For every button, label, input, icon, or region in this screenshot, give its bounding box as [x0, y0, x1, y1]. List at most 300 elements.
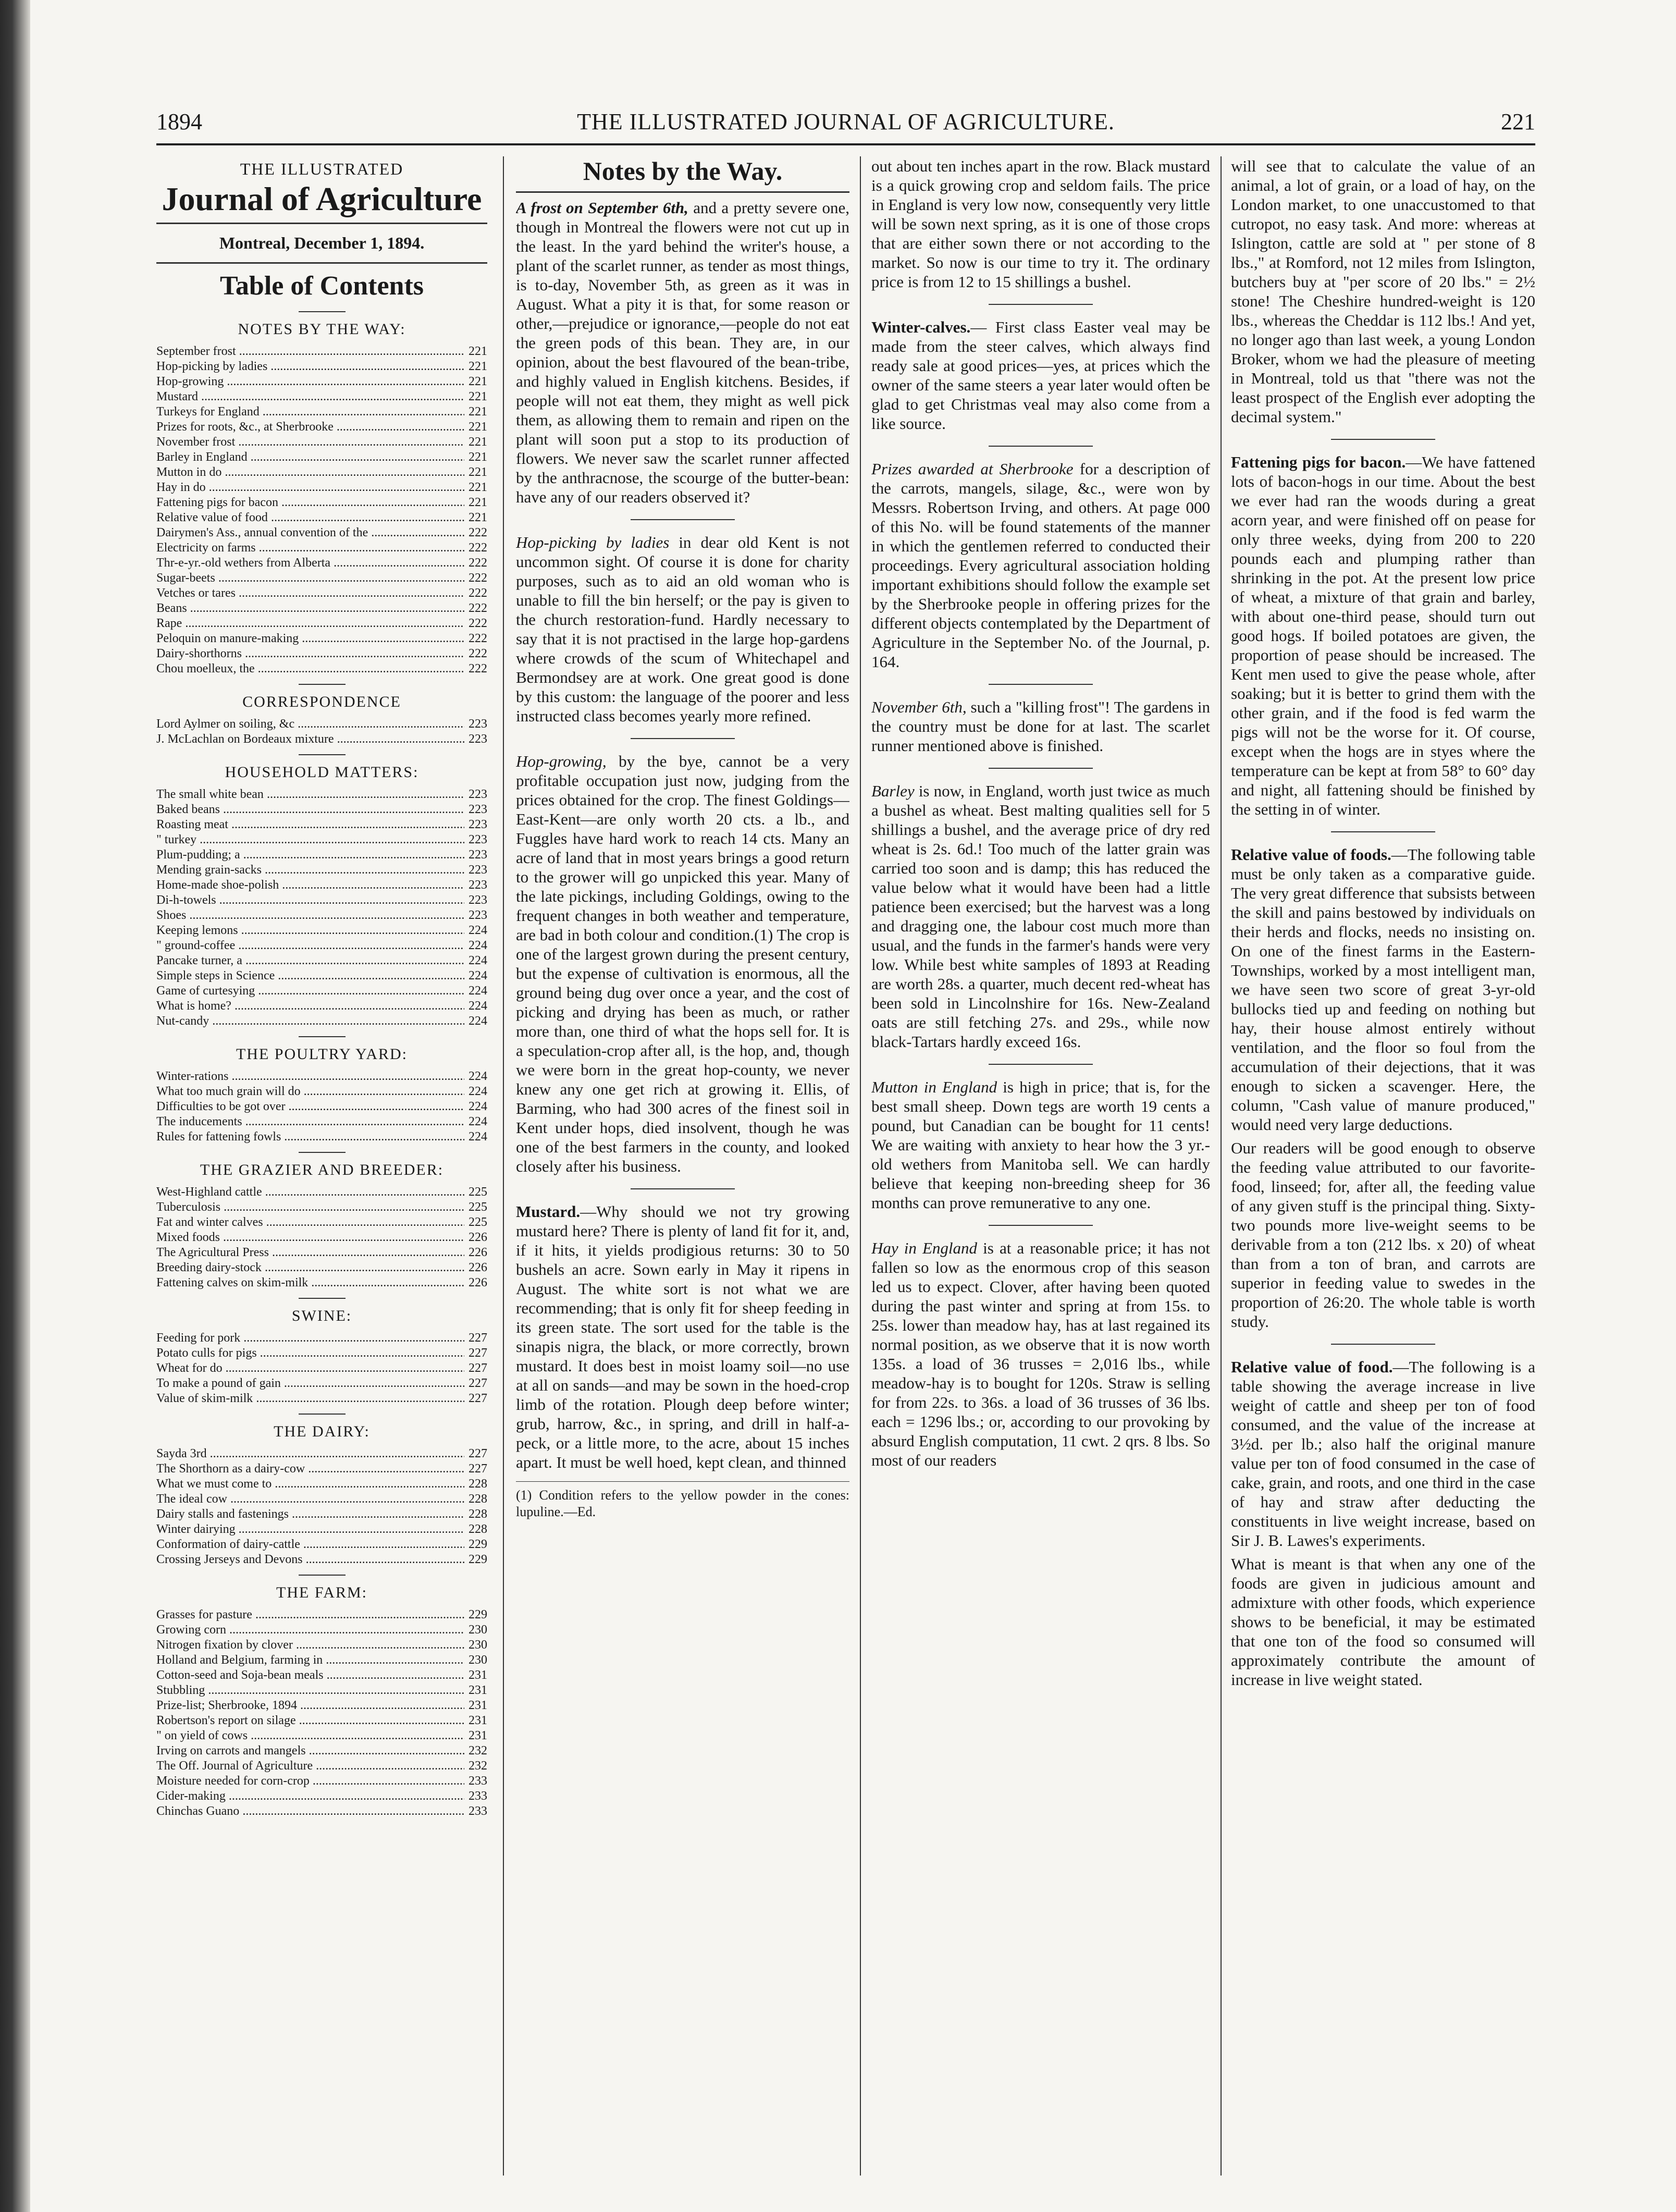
article-paragraph: [871, 1077, 1210, 1212]
toc-entry-title: Potato culls for pigs .....: [156, 1346, 464, 1361]
toc-entry-title: Hop-picking by ladies .....: [156, 359, 464, 374]
article-lead: Relative value of foods.: [1231, 845, 1391, 864]
toc-entry-page: 223: [469, 908, 487, 922]
toc-entry: [156, 571, 487, 586]
toc-entry-page: 222: [469, 662, 487, 675]
toc-entry-page: 223: [469, 878, 487, 892]
toc-entry: [156, 1391, 487, 1406]
toc-entry-title: Sugar-beets .....: [156, 571, 464, 586]
toc-entry-title: Breeding dairy-stock .....: [156, 1260, 464, 1275]
toc-entry-page: 224: [469, 924, 487, 937]
toc-entry-page: 222: [469, 526, 487, 539]
toc-entry-title: To make a pound of gain .....: [156, 1376, 464, 1391]
toc-entry-page: 222: [469, 632, 487, 645]
toc-entry: [156, 1728, 487, 1743]
notes-column-1: [516, 156, 849, 2176]
toc-entry-page: 231: [469, 1668, 487, 1682]
toc-entry-title: Cotton-seed and Soja-bean meals .....: [156, 1668, 464, 1683]
toc-section-heading: NOTES BY THE WAY:: [238, 321, 406, 338]
toc-entry-page: 229: [469, 1538, 487, 1551]
divider: [299, 1036, 346, 1037]
toc-entry-title: Holland and Belgium, farming in .....: [156, 1653, 464, 1668]
toc-entry-page: 227: [469, 1331, 487, 1345]
toc-entry: [156, 1638, 487, 1653]
toc-entry: [156, 1492, 487, 1507]
toc-entry-title: Chinchas Guano .....: [156, 1804, 464, 1819]
toc-entry-page: 221: [469, 420, 487, 434]
toc-entry: [156, 1361, 487, 1376]
toc-entry: [156, 863, 487, 878]
article-paragraph: [871, 781, 1210, 1051]
toc-entry: [156, 420, 487, 435]
toc-entry-title: Winter-rations .....: [156, 1069, 464, 1084]
toc-entry-page: 227: [469, 1392, 487, 1405]
toc-entry-title: Vetches or tares .....: [156, 586, 464, 601]
toc-entry-page: 224: [469, 999, 487, 1013]
toc-entry-page: 223: [469, 848, 487, 862]
toc-entry: [156, 802, 487, 817]
toc-entry-title: Nut-candy .....: [156, 1014, 464, 1029]
toc-entry: [156, 817, 487, 832]
toc-entry-title: Di-h-towels .....: [156, 893, 464, 908]
toc-entry-title: " turkey .....: [156, 832, 464, 847]
toc-entry: [156, 968, 487, 984]
toc-entry-page: 231: [469, 1699, 487, 1712]
toc-entry: [156, 1245, 487, 1260]
toc-entry-title: Winter dairying .....: [156, 1522, 464, 1537]
toc-entry-page: 224: [469, 1085, 487, 1098]
toc-entry-title: Electricity on farms .....: [156, 540, 464, 556]
divider: [631, 519, 735, 520]
page-header: [156, 104, 1535, 141]
toc-entry-page: 231: [469, 1729, 487, 1742]
toc-section-heading: THE POULTRY YARD:: [236, 1046, 408, 1063]
toc-entry: [156, 435, 487, 450]
toc-section-heading: SWINE:: [291, 1307, 352, 1324]
article-lead: Mutton in England: [871, 1078, 997, 1096]
toc-entry-page: 225: [469, 1215, 487, 1229]
toc-entry-title: Prizes for roots, &c., at Sherbrooke .....: [156, 420, 464, 435]
toc-entry: [156, 1774, 487, 1789]
header-year: 1894: [156, 109, 202, 134]
header-page-number: 221: [1501, 109, 1535, 134]
toc-entry: [156, 601, 487, 616]
divider: [1331, 1344, 1435, 1345]
toc-entry-title: Irving on carrots and mangels .....: [156, 1743, 464, 1759]
article-lead: Relative value of food.: [1231, 1358, 1393, 1376]
toc-entry-page: 222: [469, 586, 487, 600]
article-text: is now, in England, worth just twice as much a bushel as wheat. Best malting qualities sell for 5 shillings a bushel, and the average price of dry red wheat is 2s. 6d.! Too much of the latter grain was carried too soon and is damp; this has reduced the value below what it would have been had a little patience been exercised; but the harvest was a long and dragging one, the labour cost much more than usual, and the funds in the farmer's hands were very low. While best white samples of 1893 at Reading are worth 28s. a quarter, much decent red-wheat has been sold in Lincolnshire for 16s. New-Zealand oats are still fetching 27s. and 29s., while now black-Tartars hardly exceed 16s.: [871, 782, 1210, 1051]
article-lead: Hop-growing,: [516, 752, 607, 770]
article-lead: November 6th,: [871, 698, 967, 716]
article-paragraph: [871, 317, 1210, 433]
toc-entry: [156, 893, 487, 908]
notes-column-3: [1231, 156, 1535, 2176]
toc-entry-page: 224: [469, 1100, 487, 1113]
toc-entry: [156, 1537, 487, 1552]
toc-entry-page: 223: [469, 863, 487, 877]
toc-entry-page: 231: [469, 1714, 487, 1727]
toc-entry: [156, 480, 487, 495]
toc-entry-page: 221: [469, 435, 487, 449]
divider: [156, 223, 487, 224]
toc-entry-title: Keeping lemons .....: [156, 923, 464, 938]
toc-entry: [156, 1446, 487, 1461]
toc-entry: [156, 1114, 487, 1129]
toc-entry-title: J. McLachlan on Bordeaux mixture .....: [156, 732, 464, 747]
toc-entry-page: 226: [469, 1261, 487, 1274]
toc-section-heading: THE DAIRY:: [274, 1423, 370, 1440]
dateline: Montreal, December 1, 1894.: [219, 234, 425, 252]
toc-entry-title: The Agricultural Press .....: [156, 1245, 464, 1260]
toc-entry-page: 224: [469, 1070, 487, 1083]
toc-entry: [156, 540, 487, 556]
article-lead: Hop-picking by ladies: [516, 533, 670, 551]
toc-entry-title: Mustard .....: [156, 389, 464, 404]
toc-entry-title: Moisture needed for corn-crop .....: [156, 1774, 464, 1789]
toc-entry-title: Beans .....: [156, 601, 464, 616]
divider: [989, 446, 1093, 447]
toc-entry-page: 223: [469, 818, 487, 831]
toc-entry: [156, 1653, 487, 1668]
toc-entry-title: What too much grain will do .....: [156, 1084, 464, 1099]
toc-section-heading: CORRESPONDENCE: [242, 693, 401, 710]
toc-entry-page: 227: [469, 1346, 487, 1360]
toc-entry-page: 229: [469, 1553, 487, 1566]
toc-entry: [156, 832, 487, 847]
toc-entry: [156, 1552, 487, 1567]
toc-entry: [156, 374, 487, 389]
toc-entry-title: Dairy stalls and fastenings .....: [156, 1507, 464, 1522]
toc-entry-page: 222: [469, 647, 487, 660]
toc-entry-title: Conformation of dairy-cattle .....: [156, 1537, 464, 1552]
toc-entry: [156, 717, 487, 732]
toc-entry: [156, 1668, 487, 1683]
toc-entry: [156, 1185, 487, 1200]
toc-entry: [156, 923, 487, 938]
toc-entry-title: Grasses for pasture .....: [156, 1607, 464, 1623]
toc-entry: [156, 1623, 487, 1638]
toc-entry-title: Shoes .....: [156, 908, 464, 923]
toc-entry-page: 223: [469, 717, 487, 731]
divider: [299, 684, 346, 685]
toc-entry-page: 228: [469, 1507, 487, 1521]
toc-entry: [156, 1275, 487, 1291]
toc-entry: [156, 586, 487, 601]
notes-column-2: [871, 156, 1210, 2176]
toc-entry-page: 224: [469, 969, 487, 982]
masthead-small: THE ILLUSTRATED: [240, 159, 404, 178]
divider: [989, 1225, 1093, 1226]
toc-entry-title: Fattening pigs for bacon .....: [156, 495, 464, 510]
toc-entry-title: Baked beans .....: [156, 802, 464, 817]
toc-entry: [156, 1260, 487, 1275]
toc-entry-page: 228: [469, 1522, 487, 1536]
toc-entry-page: 231: [469, 1683, 487, 1697]
toc-entry-page: 233: [469, 1789, 487, 1803]
article-text: —The following is a table showing the average increase in live weight of cattle and sheep per ton of food consumed, and the value of the increase at 3½d. per lb.; also half the original manure value per ton of food consumed in the case of cake, grain, and roots, and one third in the case of hay and straw after deducting the constituents in live weight increase, based on Sir J. B. Lawes's experiments.: [1231, 1358, 1535, 1550]
toc-entry: [156, 953, 487, 968]
toc-entry: [156, 1084, 487, 1099]
toc-entry: [156, 1461, 487, 1477]
toc-entry: [156, 1507, 487, 1522]
toc-entry-title: Robertson's report on silage .....: [156, 1713, 464, 1728]
toc-entry-title: Rape .....: [156, 616, 464, 631]
masthead-title: Journal of Agriculture: [162, 180, 482, 217]
toc-entry-title: Value of skim-milk .....: [156, 1391, 464, 1406]
toc-entry: [156, 556, 487, 571]
toc-entry: [156, 631, 487, 646]
toc-entry-page: 228: [469, 1492, 487, 1506]
page-binding-edge: [0, 0, 30, 2212]
toc-entry: [156, 787, 487, 802]
toc-entry: [156, 616, 487, 631]
toc-entry: [156, 1099, 487, 1114]
article-text: and a pretty severe one, though in Montreal the flowers were not cut up in the least. In the yard behind the writer's house, a plant of the scarlet runner, as tender as most things, is to-day, November 5th, as green as it was in August. What a pity it is that, for some reason or other,—prejudice or ignorance,—people do not eat the green pods of this bean. They are, in our opinion, about the best flavoured of the bean-tribe, and highly valued in English kitchens. Besides, if people will not eat them, they might as well pick them, as allowing them to remain and ripen on the plant will soon put a stop to its production of flowers. We never saw the scarlet runner affected by the anthracnose, the scourge of the butter-bean: have any of our readers observed it?: [516, 199, 849, 506]
toc-entry: [156, 1683, 487, 1698]
column-rule: [1221, 156, 1222, 2176]
article-lead: Fattening pigs for bacon.: [1231, 453, 1406, 471]
toc-entry: [156, 938, 487, 953]
toc-entry-title: Hop-growing .....: [156, 374, 464, 389]
divider: [989, 304, 1093, 305]
article-text: in dear old Kent is not uncommon sight. Of course it is done for charity purposes, such as to aid an old woman who is unable to fill the bin herself; or the pay is given to the church restoration-fund. Hardly necessary to say that it is not practised in the large hop-gardens where crowds of the scum of Whitechapel and Bermondsey are at work. One great good is done by this custom: the language of the poorer and less instructed class becomes yearly more refined.: [516, 533, 849, 725]
toc-entry-page: 221: [469, 511, 487, 524]
toc-entry-title: Mixed foods .....: [156, 1230, 464, 1245]
article-lead: Hay in England: [871, 1239, 978, 1257]
toc-entry: [156, 1522, 487, 1537]
toc-entry: [156, 1789, 487, 1804]
toc-entry-page: 225: [469, 1200, 487, 1214]
toc-entry-title: Relative value of food .....: [156, 510, 464, 525]
article-paragraph: will see that to calculate the value of an animal, a lot of grain, or a load of hay, on the London market, to one unaccustomed to that cutropot, no easy task. And more: whereas at Islington, cattle are sold at " per stone of 8 lbs.," at Romford, not 12 miles from Islington, butchers buy at "per score of 20 lbs." = 2½ stone! The Cheshire hundred-weight is 120 lbs., whereas the Cheddar is 112 lbs.! And yet, no longer ago than last week, a young London Broker, whom we had the pleasure of meeting in Montreal, told us that "there was not the least prospect of the English ever adopting the decimal system.": [1231, 157, 1535, 426]
toc-entry-page: 221: [469, 481, 487, 494]
divider: [156, 262, 487, 264]
article-text: by the bye, cannot be a very profitable occupation just now, judging from the prices obtained for the crop. The finest Goldings—East-Kent—are only worth 20 cts. a lb., and Fuggles have hard work to reach 14 cts. Many an acre of land that in most years brings a good return to the grower will go unpicked this year. Many of the late pickings, including Goldings, owing to the frequent changes in both weather and temperature, are bad in both colour and condition.(1) The crop is one of the largest grown during the present century, but the expense of cultivation is enormous, all the ground being dug over once a year, and the cost of picking and drying has been as much, or rather more than, one third of what the hops sell for. It is a speculation-crop after all, is the hop, and, though we were born in the great hop-county, we never knew any one get rich at growing it. Ellis, of Barming, who had 300 acres of the finest soil in Kent under hops, died insolvent, though he was one of the best farmers in the county, and looked closely after his business.: [516, 752, 849, 1175]
column-rule: [860, 156, 861, 2176]
toc-entry-title: Pancake turner, a .....: [156, 953, 464, 968]
toc-entry-title: Turkeys for England .....: [156, 404, 464, 420]
toc-entry-page: 221: [469, 345, 487, 358]
article-paragraph: Our readers will be good enough to observe the feeding value attributed to our favorite-food, linseed; for, after all, the feeding value of any given stuff is the principal thing. Sixty-two pounds more live-weight seems to be derivable from a ton (212 lbs. x 20) of wheat than from a ton of bran, and carrots are superior in feeding value to swedes in the proportion of 26:20. The whole table is worth study.: [1231, 1139, 1535, 1331]
toc-entry: [156, 1069, 487, 1084]
toc-entry-page: 224: [469, 954, 487, 967]
article-paragraph: out about ten inches apart in the row. Black mustard is a quick growing crop and seldom fails. The price in England is very low now, consequently very little will be sown next spring, as it is one of those crops that are either sown there or not according to the market. So now is our time to try it. The ordinary price is from 12 to 15 shillings a bushel.: [871, 157, 1210, 291]
toc-entry-title: The ideal cow .....: [156, 1492, 464, 1507]
toc-entry: [156, 1014, 487, 1029]
article-text: such a "killing frost"! The gardens in the country must be done for at last. The scarlet runner mentioned above is finished.: [871, 698, 1210, 755]
divider: [989, 1064, 1093, 1065]
toc-entry-page: 221: [469, 496, 487, 509]
article-lead: Prizes awarded at Sherbrooke: [871, 460, 1074, 478]
toc-entry-page: 221: [469, 390, 487, 403]
toc-entry-page: 223: [469, 732, 487, 746]
toc-entry-page: 223: [469, 833, 487, 846]
toc-entry-page: 222: [469, 571, 487, 585]
toc-entry-title: What we must come to .....: [156, 1477, 464, 1492]
toc-entry-title: Tuberculosis .....: [156, 1200, 464, 1215]
article-paragraph: [1231, 845, 1535, 1134]
toc-entry-page: 225: [469, 1185, 487, 1199]
toc-entry-title: What is home? .....: [156, 999, 464, 1014]
divider: [989, 768, 1093, 769]
toc-entry-page: 233: [469, 1804, 487, 1818]
toc-entry-title: The small white bean .....: [156, 787, 464, 802]
divider: [631, 738, 735, 739]
toc-entry-title: Fattening calves on skim-milk .....: [156, 1275, 464, 1291]
toc-entry-page: 222: [469, 556, 487, 570]
toc-entry-page: 221: [469, 450, 487, 464]
toc-entry: [156, 495, 487, 510]
article-paragraph: [871, 459, 1210, 671]
toc-entry: [156, 1230, 487, 1245]
toc-entry-page: 226: [469, 1246, 487, 1259]
column-rule: [503, 156, 504, 2176]
toc-entry-page: 221: [469, 405, 487, 419]
toc-entry-page: 224: [469, 984, 487, 998]
toc-entry: [156, 525, 487, 540]
divider: [299, 1298, 346, 1299]
article-lead: A frost on September 6th,: [516, 199, 688, 217]
toc-entry: [156, 908, 487, 923]
toc-entry: [156, 1698, 487, 1713]
toc-entry-page: 227: [469, 1361, 487, 1375]
toc-entry: [156, 646, 487, 661]
toc-entry: [156, 1804, 487, 1819]
article-text: for a description of the carrots, mangels, silage, &c., were won by Messrs. Robertson Irving, and others. At page 000 of this No. will be found statements of the manner in which the gentlemen referred to conducted their proceedings. Every agricultural association holding important exhibitions should follow the example set by the Sherbrooke people in offering prizes for the different objects contemplated by the Department of Agriculture in the September No. of the Journal, p. 164.: [871, 460, 1210, 671]
toc-entry-title: Growing corn .....: [156, 1623, 464, 1638]
toc-entry-title: The Shorthorn as a dairy-cow .....: [156, 1461, 464, 1477]
toc-entry-page: 221: [469, 465, 487, 479]
toc-entry: [156, 847, 487, 863]
toc-entry-page: 224: [469, 1130, 487, 1144]
toc-entry-page: 229: [469, 1608, 487, 1621]
toc-entry-title: Stubbling .....: [156, 1683, 464, 1698]
toc-entry-page: 230: [469, 1653, 487, 1667]
toc-entry-page: 227: [469, 1462, 487, 1476]
toc-entry-title: Plum-pudding; a .....: [156, 847, 464, 863]
toc-entry: [156, 1743, 487, 1759]
toc-entry: [156, 1607, 487, 1623]
toc-entry: [156, 732, 487, 747]
toc-entry: [156, 1129, 487, 1145]
toc-entry-title: Nitrogen fixation by clover .....: [156, 1638, 464, 1653]
article-paragraph: [516, 198, 849, 507]
toc-entry: [156, 404, 487, 420]
toc-entry-page: 226: [469, 1231, 487, 1244]
header-rule: [156, 143, 1535, 145]
toc-entry-title: Dairy-shorthorns .....: [156, 646, 464, 661]
toc-entry: [156, 999, 487, 1014]
toc-entry-page: 222: [469, 601, 487, 615]
toc-entry-title: Fat and winter calves .....: [156, 1215, 464, 1230]
article-paragraph: What is meant is that when any one of the foods are given in judicious amount and admixture with other foods, which experience shows to be beneficial, it may be estimated that one ton of the food so consumed will approximately contribute the amount of increase in live weight stated.: [1231, 1555, 1535, 1689]
toc-entry-title: November frost .....: [156, 435, 464, 450]
toc-entry-title: West-Highland cattle .....: [156, 1185, 464, 1200]
toc-entry: [156, 661, 487, 677]
divider: [299, 1414, 346, 1415]
divider: [299, 1575, 346, 1576]
toc-entry-page: 222: [469, 541, 487, 555]
divider: [299, 754, 346, 755]
toc-entry-title: Sayda 3rd .....: [156, 1446, 464, 1461]
toc-entry: [156, 389, 487, 404]
article-lead: Barley: [871, 782, 915, 800]
toc-entry-title: Mending grain-sacks .....: [156, 863, 464, 878]
toc-entry-page: 222: [469, 617, 487, 630]
article-lead: Mustard.: [516, 1202, 581, 1221]
toc-column: [156, 156, 487, 2176]
toc-entry-page: 223: [469, 803, 487, 816]
toc-entry-title: Crossing Jerseys and Devons .....: [156, 1552, 464, 1567]
toc-entry-title: Home-made shoe-polish .....: [156, 878, 464, 893]
toc-entry-page: 224: [469, 1115, 487, 1128]
article-paragraph: [1231, 1357, 1535, 1550]
toc-entry: [156, 1477, 487, 1492]
toc-entry-page: 223: [469, 788, 487, 801]
toc-entry: [156, 465, 487, 480]
toc-entry-page: 223: [469, 893, 487, 907]
toc-entry: [156, 1200, 487, 1215]
toc-entry: [156, 1376, 487, 1391]
header-title: THE ILLUSTRATED JOURNAL OF AGRICULTURE.: [577, 109, 1115, 134]
divider: [1331, 439, 1435, 440]
article-lead: Winter-calves.: [871, 318, 971, 336]
toc-entry: [156, 344, 487, 359]
toc-entry: [156, 984, 487, 999]
divider: [516, 191, 849, 193]
toc-entry-title: The inducements .....: [156, 1114, 464, 1129]
toc-entry: [156, 1331, 487, 1346]
toc-entry: [156, 1759, 487, 1774]
toc-entry: [156, 450, 487, 465]
article-paragraph: [1231, 452, 1535, 819]
section-title: Notes by the Way.: [583, 156, 783, 186]
article-paragraph: [516, 533, 849, 726]
toc-entry-page: 224: [469, 939, 487, 952]
toc-entry-title: Thr-e-yr.-old wethers from Alberta .....: [156, 556, 464, 571]
toc-entry-page: 227: [469, 1377, 487, 1390]
toc-entry-title: Wheat for do .....: [156, 1361, 464, 1376]
toc-entry-page: 230: [469, 1638, 487, 1652]
article-text: is high in price; that is, for the best small sheep. Down tegs are worth 19 cents a pound, but Canadian can be bought for 11 cents! We are waiting with anxiety to hear how the 3 yr.-old wethers from Manitoba sell. We can hardly believe that keeping non-breeding sheep for 36 months can prove remunerative to any one.: [871, 1078, 1210, 1212]
toc-entry-title: Barley in England .....: [156, 450, 464, 465]
article-text: — First class Easter veal may be made from the steer calves, which always find ready sale at good prices—yes, at prices which the owner of the same steers a year later would often be glad to get Christmas veal may also come from a like source.: [871, 318, 1210, 433]
divider: [299, 1152, 346, 1153]
toc-entry-title: Cider-making .....: [156, 1789, 464, 1804]
article-paragraph: [871, 1238, 1210, 1470]
toc-entry: [156, 1713, 487, 1728]
toc-title: Table of Contents: [219, 271, 424, 301]
toc-entry-title: September frost .....: [156, 344, 464, 359]
toc-section-heading: THE GRAZIER AND BREEDER:: [200, 1161, 444, 1178]
toc-entry-page: 230: [469, 1623, 487, 1637]
toc-entry-title: Game of curtesying .....: [156, 984, 464, 999]
toc-entry-title: Mutton in do .....: [156, 465, 464, 480]
toc-section-heading: THE FARM:: [276, 1584, 367, 1601]
footnote: (1) Condition refers to the yellow powder in the cones: lupuline.—Ed.: [516, 1481, 849, 1520]
toc-entry: [156, 359, 487, 374]
toc-entry: [156, 510, 487, 525]
article-paragraph: [871, 697, 1210, 755]
toc-entry-title: Prize-list; Sherbrooke, 1894 .....: [156, 1698, 464, 1713]
toc-entry: [156, 878, 487, 893]
toc-entry-title: Hay in do .....: [156, 480, 464, 495]
toc-entry: [156, 1346, 487, 1361]
toc-section-heading: HOUSEHOLD MATTERS:: [225, 764, 419, 781]
toc-entry-page: 228: [469, 1477, 487, 1491]
article-text: —Why should we not try growing mustard here? There is plenty of land fit for it, and, if it hits, it yields prodigious returns: 30 to 50 bushels an acre. Sown early in May it ripens in August. The white sort is not what we are recommending; that is only fit for sheep feeding in its green state. The sort used for the table is the sinapis nigra, the black, or more correctly, brown mustard. It does best in moist loamy soil—no use at all on sands—and may be sown in the hoed-crop limb of the rotation. Plough deep before winter; grub, harrow, &c., in spring, and drill in half-a-peck, or a little more, to the acre, about 15 inches apart. It must be well hoed, kept clean, and thinned: [516, 1202, 849, 1471]
